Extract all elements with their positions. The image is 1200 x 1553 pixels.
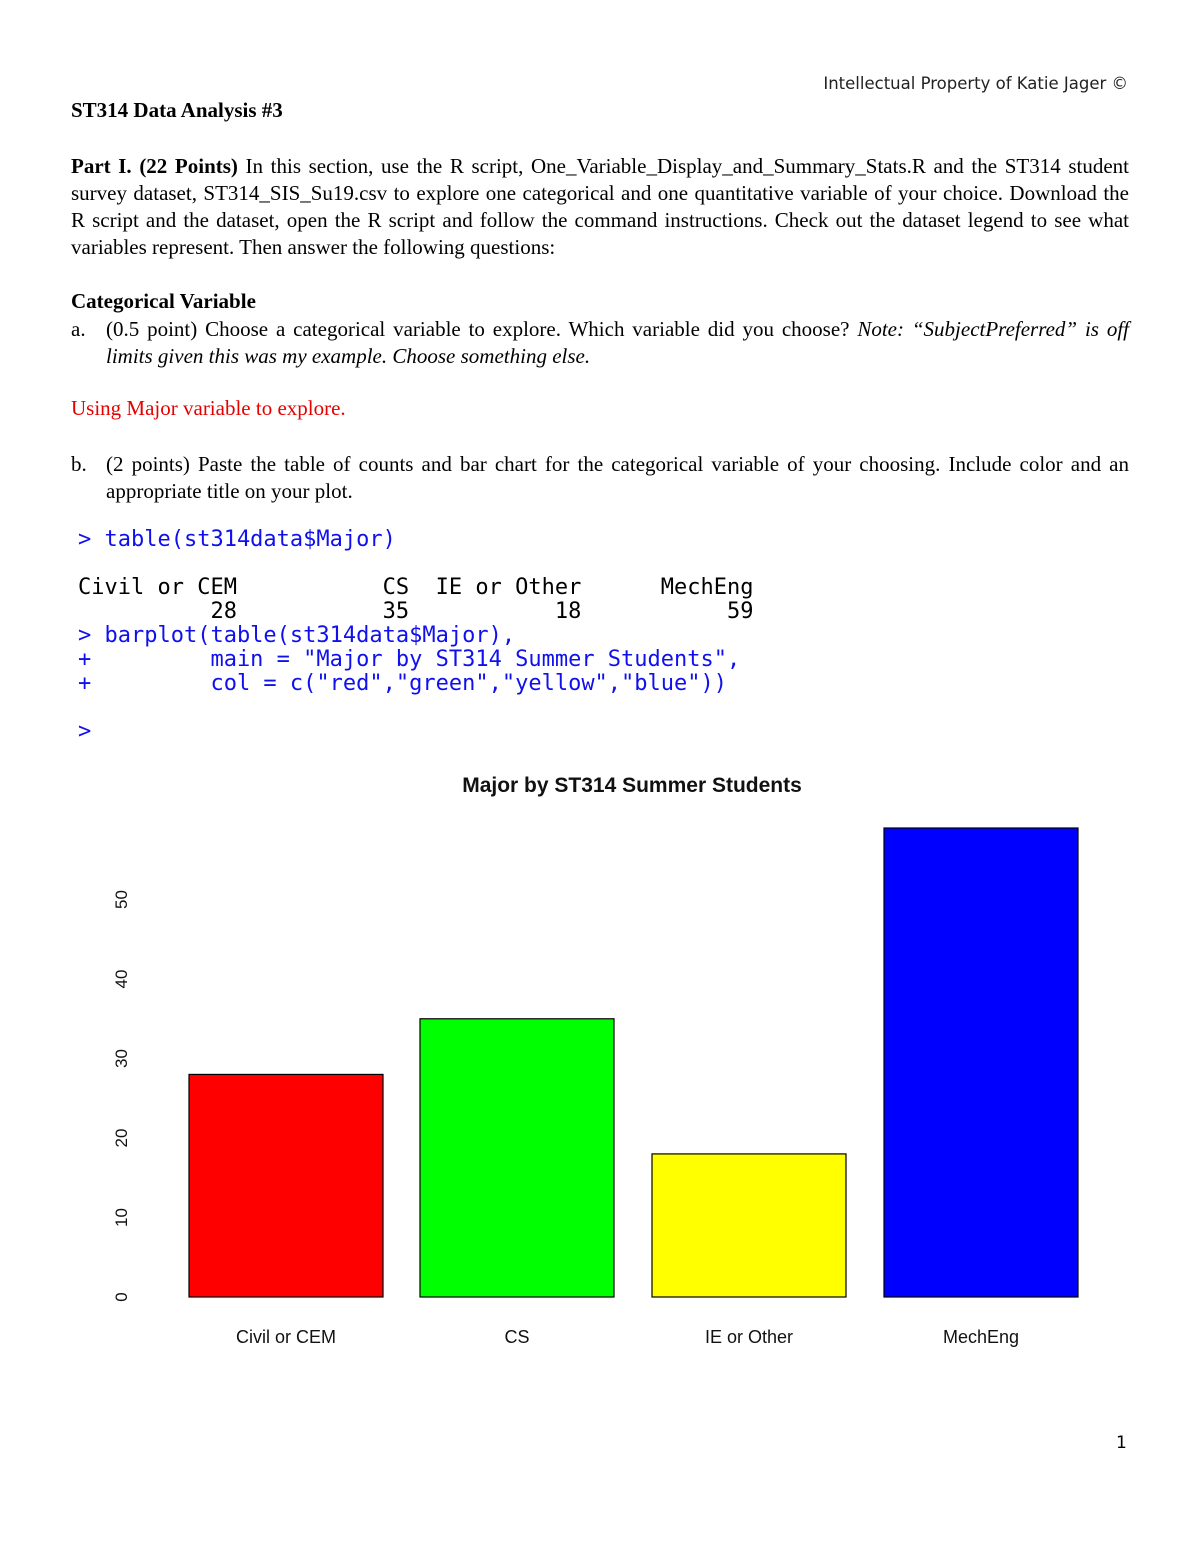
question-b-text: (2 points) Paste the table of counts and bar chart for the categorical variable of your choosing. Include color and an appropriate title on your plot. <box>106 452 1129 503</box>
y-tick-label: 0 <box>112 1292 131 1302</box>
r-table-header: Civil or CEM CS IE or Other MechEng <box>78 575 754 600</box>
x-tick-label: Civil or CEM <box>235 1327 337 1347</box>
ip-notice: Intellectual Property of Katie Jager © <box>823 74 1128 93</box>
question-b <box>71 451 1129 505</box>
r-blank-line-2 <box>78 696 754 720</box>
question-b-label: b. <box>71 452 87 476</box>
question-a <box>71 316 1129 370</box>
bar-mecheng <box>884 828 1078 1297</box>
question-a-label: a. <box>71 317 86 341</box>
part1-points: (22 Points) <box>139 154 238 178</box>
y-tick-label: 50 <box>112 890 131 910</box>
major-bar-chart <box>0 760 1200 1380</box>
question-a-note: Note: “SubjectPreferred” is off limits given this was my example. Choose something else. <box>106 317 1129 368</box>
question-a-body: (0.5 point) Choose a categorical variable to explore. Which variable did you choose? <box>106 317 858 341</box>
bar-ie-or-other <box>652 1154 846 1297</box>
y-tick-label: 20 <box>112 1128 131 1148</box>
page-number: 1 <box>1116 1433 1127 1453</box>
chart-y-axis <box>112 890 131 1302</box>
y-tick-label: 30 <box>112 1049 131 1068</box>
part1-label: Part I. <box>71 154 132 178</box>
categorical-heading: Categorical Variable <box>71 289 256 313</box>
r-prompt: > <box>78 719 92 744</box>
chart-bars <box>189 828 1078 1297</box>
doc-title: ST314 Data Analysis #3 <box>71 98 283 122</box>
r-command-table: > table(st314data$Major) <box>78 527 396 552</box>
x-tick-label: MechEng <box>942 1327 1020 1347</box>
bar-cs <box>420 1019 614 1297</box>
r-command-main: + main = "Major by ST314 Summer Students", <box>78 647 741 672</box>
chart-title: Major by ST314 Summer Students <box>462 774 802 797</box>
x-tick-label: CS <box>504 1327 530 1347</box>
chart-x-labels <box>236 1327 1019 1347</box>
question-a-text <box>106 316 1129 370</box>
y-tick-label: 40 <box>112 969 131 989</box>
r-blank-line <box>78 552 754 576</box>
r-command-barplot: > barplot(table(st314data$Major), <box>78 623 516 648</box>
part1-paragraph <box>71 153 1129 261</box>
part1-body: In this section, use the R script, One_Variable_Display_and_Summary_Stats.R and the ST314 student survey dataset, ST314_SIS_Su19.csv to explore one categorical and one quantitative variable of your choice. Download the R script and the dataset, open the R script and follow the command instructions. Check out the dataset legend to see what variables represent. Then answer the following questions: <box>71 154 1129 259</box>
r-console-output <box>78 528 754 744</box>
x-tick-label: IE or Other <box>704 1327 794 1347</box>
answer-a: Using Major variable to explore. <box>71 396 346 420</box>
bar-civil-or-cem <box>189 1074 383 1297</box>
y-tick-label: 10 <box>112 1208 131 1227</box>
r-command-col: + col = c("red","green","yellow","blue")) <box>78 671 728 696</box>
r-table-counts: 28 35 18 59 <box>78 599 754 624</box>
